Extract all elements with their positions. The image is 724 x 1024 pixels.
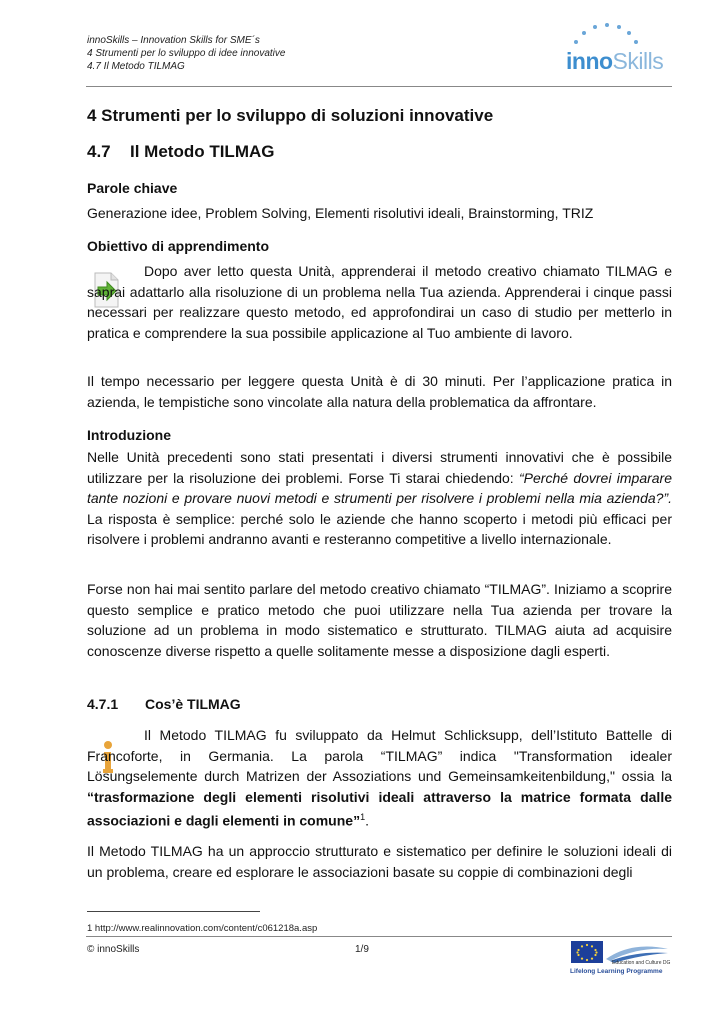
header-rule [86, 86, 672, 87]
intro-question: “Perché dovrei imparare tante nozioni e provare nuovi metodi e strumenti per risolvere i problemi nella mia azienda?”. [87, 469, 672, 506]
subsection-paragraph-2: Il Metodo TILMAG ha un approccio strutturato e sistematico per definire le soluzioni ideali di un problema, creare ed esplorare le associazioni basate su coppie di combinazioni degli [87, 843, 672, 880]
objective-text: Dopo aver letto questa Unità, apprenderai il metodo creativo chiamato TILMAG e saprai adattarlo alla risoluzione di un problema nella Tua azienda. Apprenderai i cinque passi necessari per realizzare questo metodo, ed approfondirai un caso di studio per metterlo in pratica e comprendere la sua possibile applicazione al Tuo ambiente di lavoro. [87, 263, 672, 341]
header-line-2: 4 Strumenti per lo sviluppo di idee innovative [87, 48, 286, 59]
footnote-rule [87, 911, 260, 912]
innoskills-logo [566, 22, 666, 78]
footnote: 1 http://www.realinnovation.com/content/c061218a.asp [87, 923, 318, 934]
subsection-title [87, 696, 241, 712]
logo-wordmark: innoSkills [566, 48, 664, 74]
eu-caption-dg: Education and Culture DG [612, 960, 671, 966]
tilmag-definition: “trasformazione degli elementi risolutivi ideali attraverso la matrice formata dalle associazioni e dagli elementi in comune” [87, 788, 672, 829]
subsection-paragraph-1: Il Metodo TILMAG fu sviluppato da Helmut Schlicksupp, dell’Istituto Battelle di Francoforte, in Germania. La parola “TILMAG” indica "Transformation idealer Lösungselemente durch Matrizen der Assoziations und Gemeinsamkeitenbildung," ossia la “trasformazione degli elementi risolutivi ideali attraverso la matrice formata dalle associazioni e dagli elementi in comune”$^1$. [87, 727, 672, 829]
footer-rule [86, 936, 672, 937]
header-line-3: 4.7 Il Metodo TILMAG [87, 61, 185, 72]
subsection-title-text: Cos’è TILMAG [145, 696, 241, 712]
keywords-heading: Parole chiave [87, 180, 178, 196]
running-header [87, 34, 285, 73]
time-note: Il tempo necessario per leggere questa Unità è di 30 minuti. Per l’applicazione pratica in azienda, le tempistiche sono vincolate alla natura della problematica da affrontare. [87, 373, 672, 410]
chapter-title: 4 Strumenti per lo sviluppo di soluzioni innovative [87, 106, 494, 125]
subsection-number: 4.7.1 [87, 696, 119, 712]
footer-copyright: © innoSkills [87, 944, 140, 955]
header-line-1: innoSkills – Innovation Skills for SME´s [87, 35, 260, 46]
intro-heading: Introduzione [87, 427, 171, 443]
eu-caption-programme: Lifelong Learning Programme [570, 968, 663, 975]
eu-lifelong-learning-logo [570, 939, 670, 979]
section-title [87, 142, 274, 162]
intro-paragraph-2: Forse non hai mai sentito parlare del metodo creativo chiamato “TILMAG”. Iniziamo a scoprire questo semplice e pratico metodo che puoi utilizzare nella Tua azienda per trovare la soluzione ad un problema in modo sistematico e strutturato. TILMAG aiuta ad acquisire conoscenze diverse rispetto a quelle solitamente messe a disposizione dagli esperti. [87, 581, 672, 659]
footnote-ref: 1 [360, 812, 366, 822]
section-title-text: Il Metodo TILMAG [130, 142, 275, 161]
keywords-text: Generazione idee, Problem Solving, Elementi risolutivi ideali, Brainstorming, TRIZ [87, 205, 594, 221]
section-number: 4.7 [87, 142, 111, 161]
page-number: 1/9 [355, 944, 369, 955]
objective-heading: Obiettivo di apprendimento [87, 238, 270, 254]
intro-paragraph-1: Nelle Unità precedenti sono stati presentati i diversi strumenti innovativi che è possibile utilizzare per la risoluzione dei problemi. Forse Ti starai chiedendo: “Perché dovrei imparare tante nozioni e provare nuovi metodi e strumenti per risolvere i problemi nella mia azienda?”. La risposta è semplice: perché solo le aziende che hanno scoperto i metodi più efficaci per risolvere i problemi andranno avanti e resteranno competitive a livello internazionale. [87, 449, 672, 547]
